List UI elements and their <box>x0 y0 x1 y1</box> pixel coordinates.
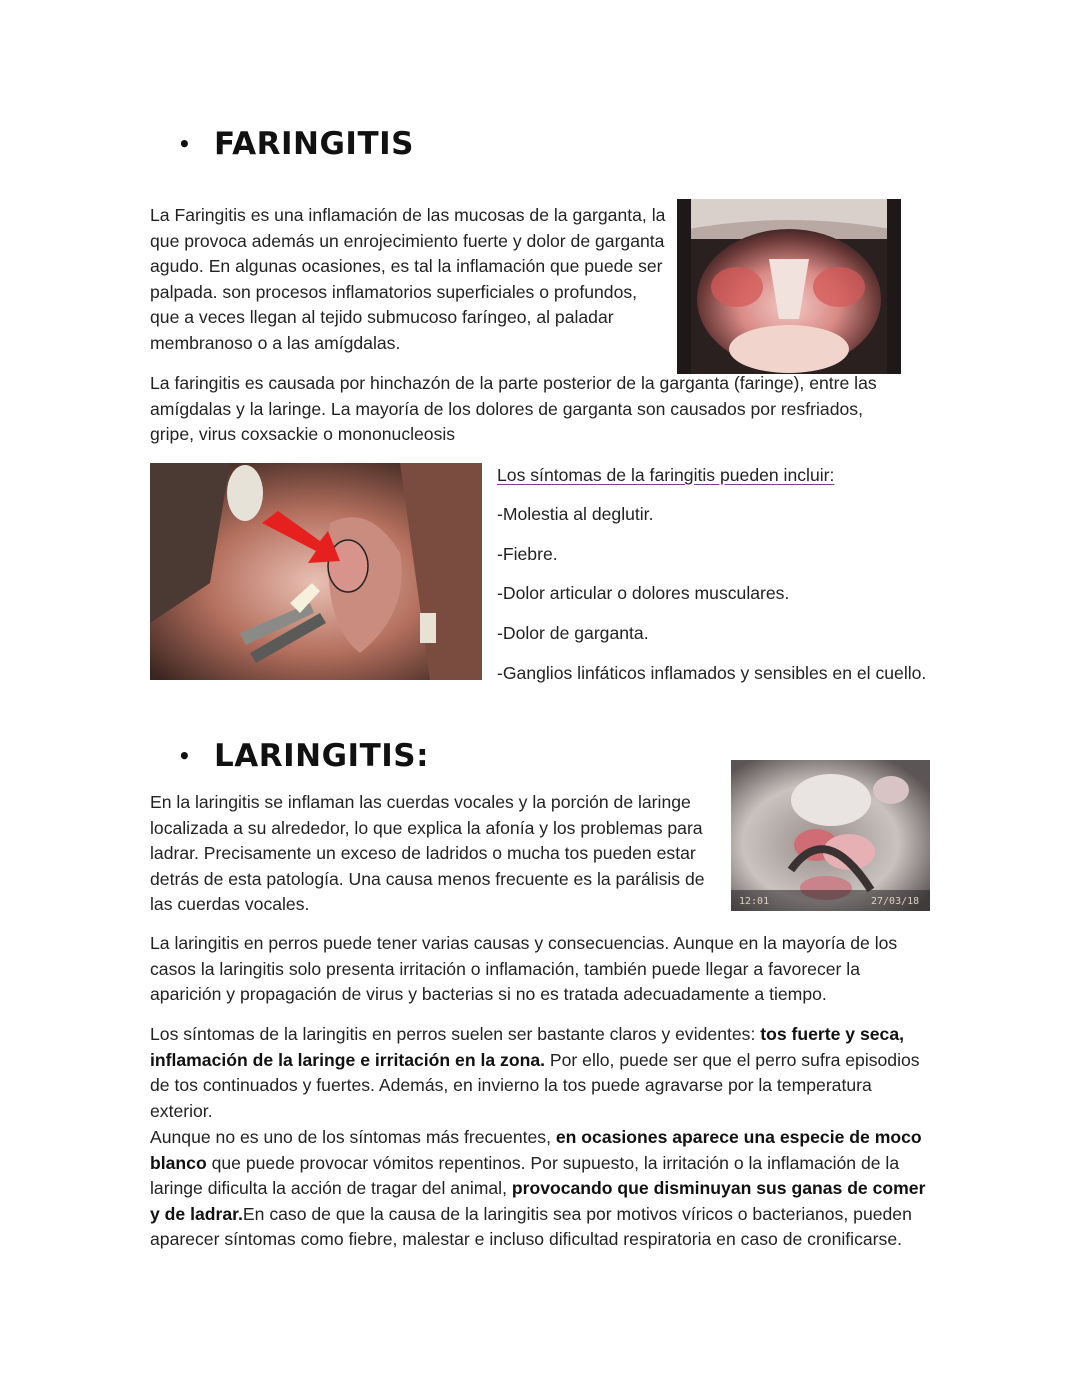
bold-text-run: tos fuerte y seca, inflamación de la laringe e irritación en la zona. <box>150 1024 904 1070</box>
text-run: Por ello, puede ser que el perro sufra episodios de tos continuados y fuertes. Además, en invierno la tos puede agravarse por la temperatura exterior. <box>150 1049 920 1121</box>
symptom-item: -Ganglios linfáticos inflamados y sensibles en el cuello. <box>497 663 927 683</box>
symptom-item: -Fiebre. <box>497 544 558 564</box>
section-heading-faringitis <box>178 126 414 162</box>
text-run: En caso de que la causa de la laringitis sea por motivos víricos o bacterianos, pueden aparecer síntomas como fiebre, malestar e incluso dificultad respiratoria en caso de cronificarse. <box>150 1203 912 1250</box>
bold-text-run: provocando que disminuyan sus ganas de comer y de ladrar. <box>150 1178 926 1224</box>
laringitis-paragraph-1: En la laringitis se inflaman las cuerdas vocales y la porción de laringe localizada a su alrededor, lo que explica la afonía y los problemas para ladrar. Precisamente un exceso de ladridos o mucha tos pueden estar detrás de esta patología. Una causa menos frecuente es la parálisis de las cuerdas vocales. <box>150 792 705 915</box>
section-title: FARINGITIS <box>214 126 414 162</box>
faringitis-paragraph-1: La Faringitis es una inflamación de las mucosas de la garganta, la que provoca además un enrojecimiento fuerte y dolor de garganta agudo. En algunas ocasiones, es tal la inflamación que puede ser palpada. son procesos inflamatorios superficiales o profundos, que a veces llegan al tejido submucoso faríngeo, al paladar membranoso o a las amígdalas. <box>150 205 666 353</box>
symptom-item: -Dolor articular o dolores musculares. <box>497 583 790 603</box>
text-run: que puede provocar vómitos repentinos. Por supuesto, la irritación o la inflamación de la laringe dificulta la acción de tragar del animal, <box>150 1152 900 1199</box>
section-title: LARINGITIS: <box>214 738 429 774</box>
laringitis-paragraph-2: La laringitis en perros puede tener varias causas y consecuencias. Aunque en la mayoría de los casos la laringitis solo presenta irritación o inflamación, también puede llegar a favorecer la aparición y propagación de virus y bacterias si no es tratada adecuadamente a tiempo. <box>150 933 898 1005</box>
symptom-item: -Molestia al deglutir. <box>497 504 654 524</box>
larynx-photo <box>731 760 930 911</box>
text-run: Los síntomas de la laringitis en perros suelen ser bastante claros y evidentes: <box>150 1024 761 1044</box>
text-run: Aunque no es uno de los síntomas más frecuentes, <box>150 1127 556 1147</box>
symptom-item: -Dolor de garganta. <box>497 623 649 643</box>
section-heading-laringitis <box>178 738 429 774</box>
bold-text-run: en ocasiones aparece una especie de moco blanco <box>150 1127 922 1173</box>
throat-photo <box>677 199 901 374</box>
bullet: • <box>178 744 192 768</box>
photo-timestamp: 12:01 <box>739 896 770 907</box>
symptoms-title: Los síntomas de la faringitis pueden incluir: <box>497 465 835 485</box>
throat-exam-photo <box>150 463 482 680</box>
laringitis-paragraph-4 <box>150 1125 930 1253</box>
laringitis-paragraph-3 <box>150 1022 920 1124</box>
bullet: • <box>178 132 192 156</box>
photo-date: 27/03/18 <box>871 896 920 907</box>
faringitis-paragraph-2: La faringitis es causada por hinchazón de la parte posterior de la garganta (faringe), entre las amígdalas y la laringe. La mayoría de los dolores de garganta son causados por resfriados, gripe, virus coxsackie o mononucleosis <box>150 373 877 445</box>
